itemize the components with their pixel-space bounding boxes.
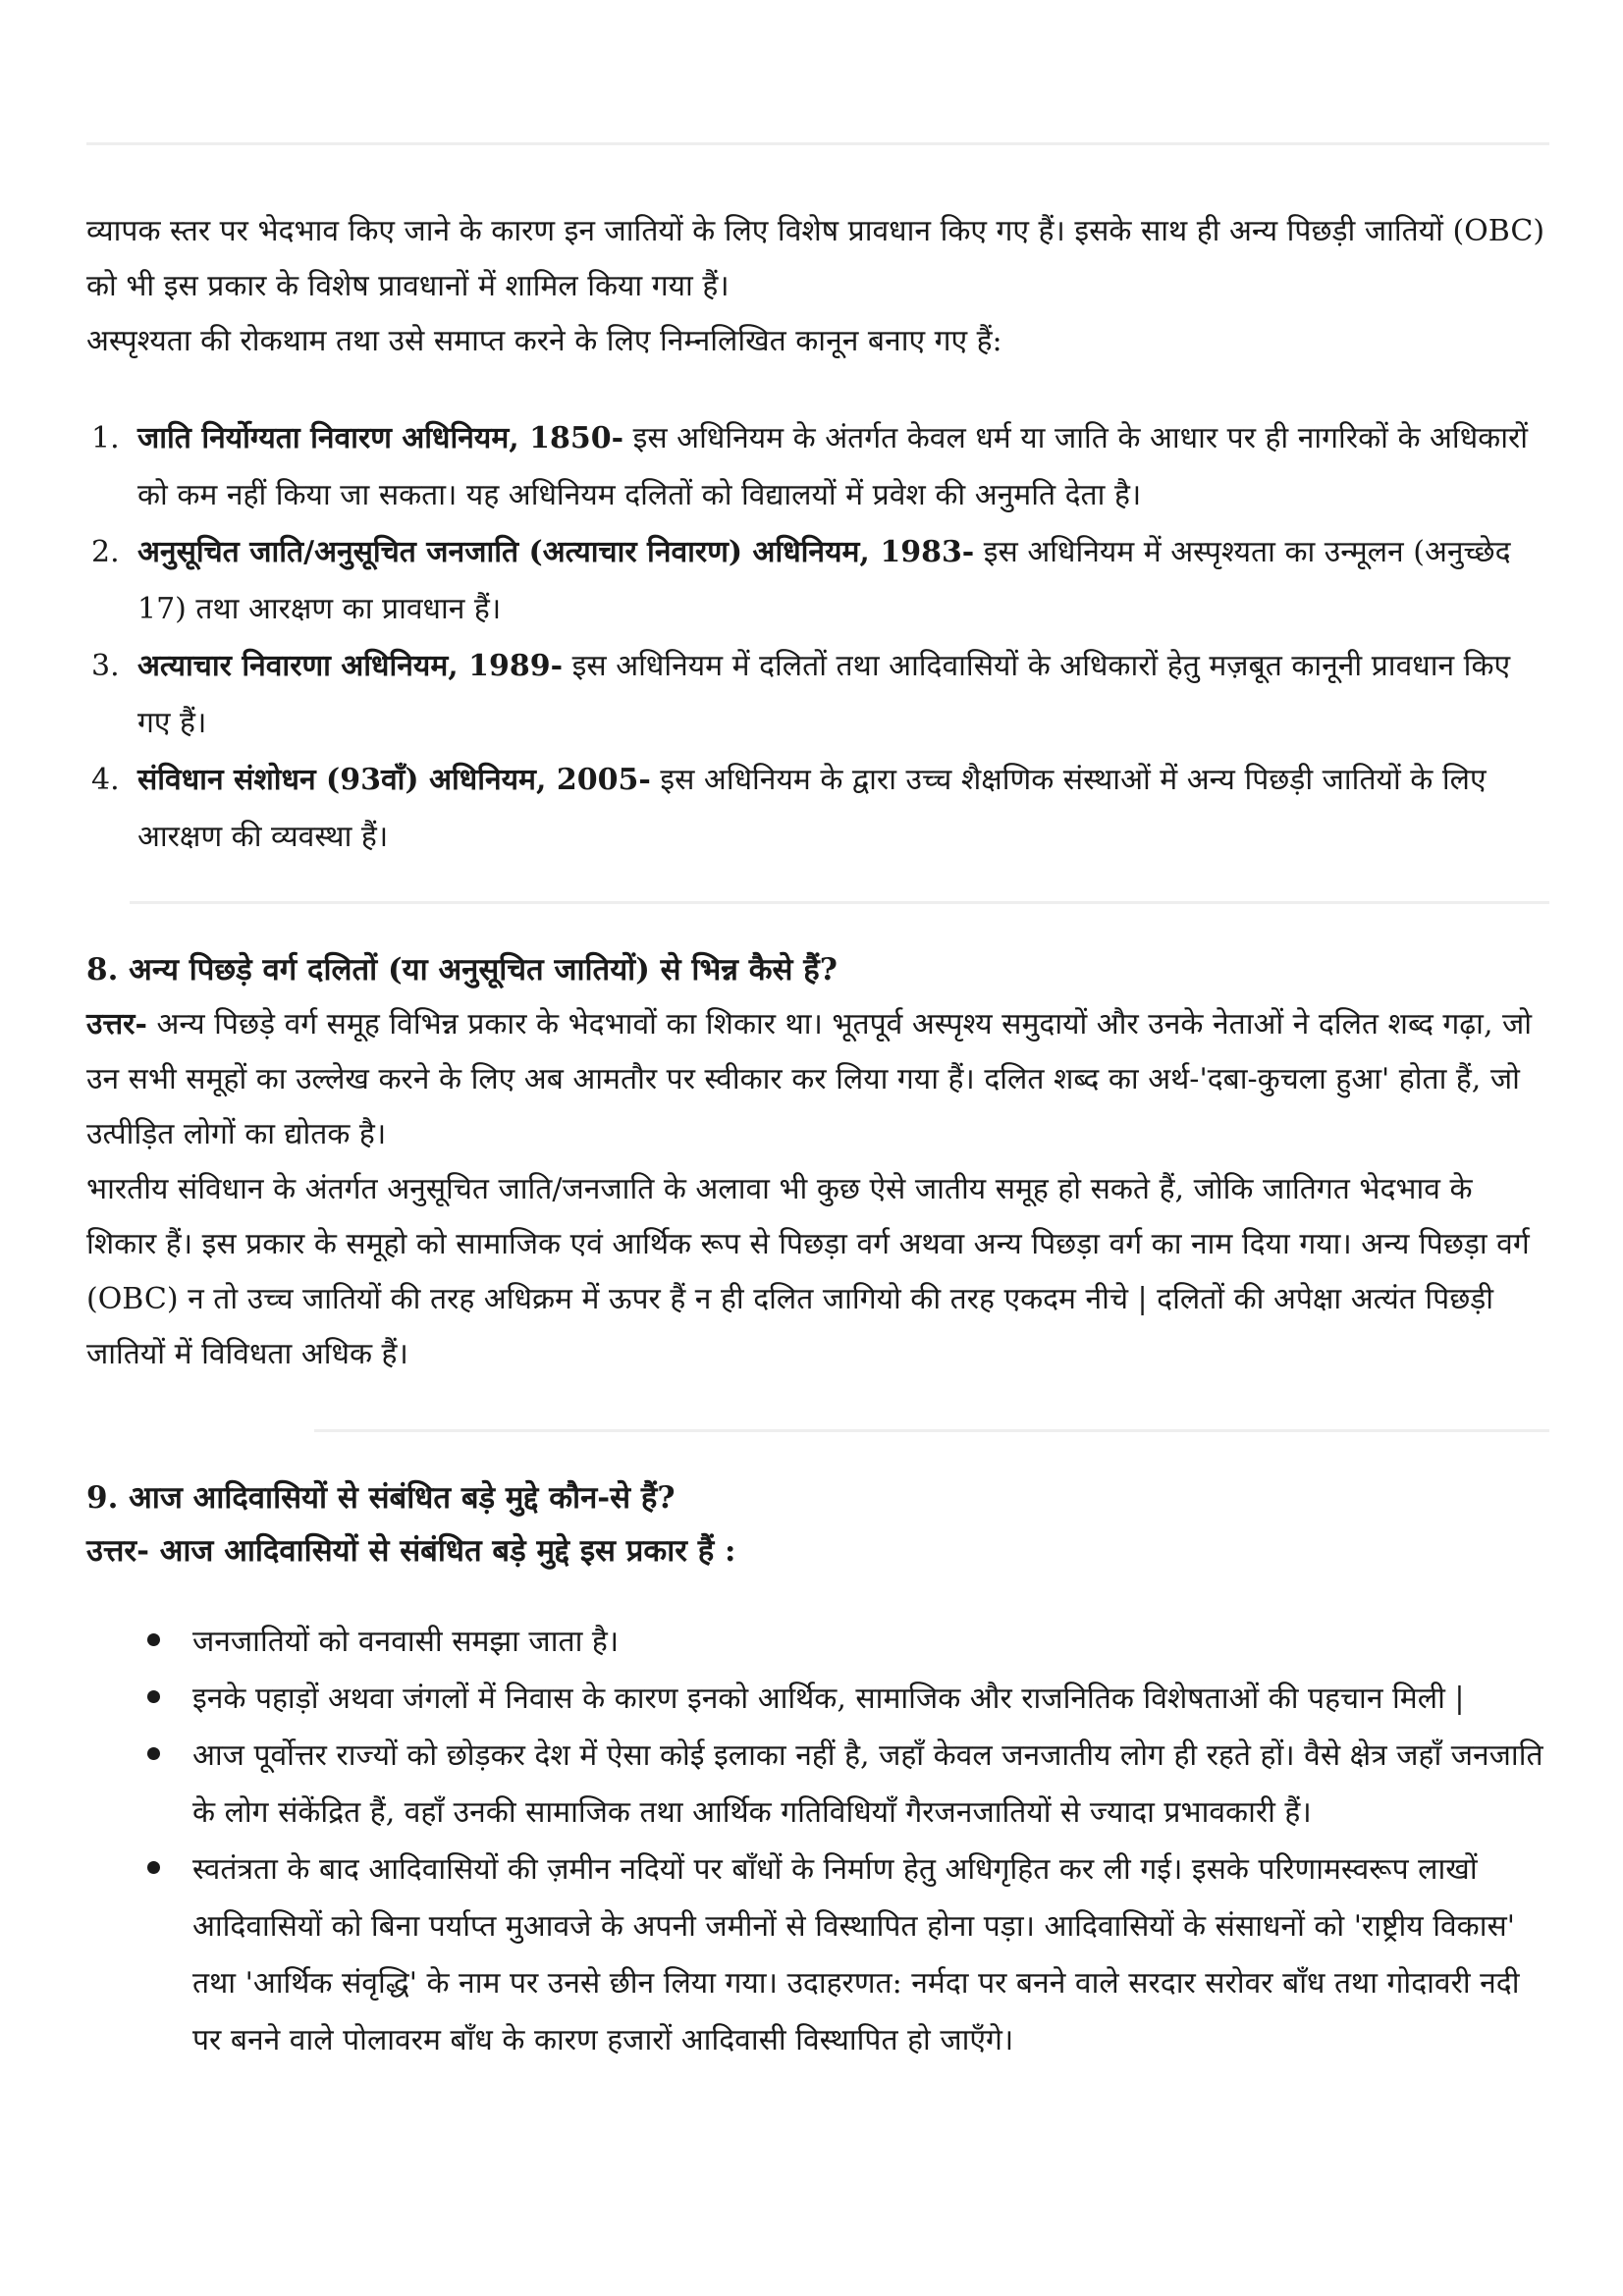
law-title: अत्याचार निवारणा अधिनियम, 1989- [137, 649, 564, 683]
question-9-heading: 9. आज आदिवासियों से संबंधित बड़े मुद्दे कौन-से हैं? [86, 1480, 676, 1516]
list-number: 2. [91, 535, 120, 569]
law-title: जाति निर्योग्यता निवारण अधिनियम, 1850- [137, 421, 624, 455]
law-text: इस अधिनियम के द्वारा उच्च शैक्षणिक संस्थाओं में अन्य पिछड़ी जातियों के लिए आरक्षण की व्यवस्था हैं। [137, 763, 1487, 854]
bullet-icon [147, 1747, 160, 1760]
list-item [147, 1671, 1551, 1728]
answer-label: उत्तर- [86, 1007, 147, 1041]
list-item [86, 752, 1551, 866]
list-item [86, 410, 1551, 524]
answer-9-lead: उत्तर- आज आदिवासियों से संबंधित बड़े मुद्दे इस प्रकार हैं : [86, 1533, 736, 1569]
section-divider [314, 1429, 1549, 1432]
list-item [86, 638, 1551, 752]
intro-paragraph [86, 204, 1551, 369]
bullet-icon [147, 1690, 160, 1703]
issues-list [147, 1614, 1551, 2069]
bullet-icon [147, 1633, 160, 1646]
bullet-text: आज पूर्वोत्तर राज्यों को छोड़कर देश में ऐसा कोई इलाका नहीं है, जहाँ केवल जनजातीय लोग ही रहते हों। वैसे क्षेत्र जहाँ जनजाति के लोग संकेंद्रित हैं, वहाँ उनकी सामाजिक तथा आर्थिक गतिविधियाँ गैरजनजातियों से ज्यादा प्रभावकारी हैं। [192, 1738, 1543, 1830]
answer-8-paragraph [86, 997, 1551, 1162]
list-number: 1. [91, 421, 120, 455]
law-text: इस अधिनियम में दलितों तथा आदिवासियों के अधिकारों हेतु मज़बूत कानूनी प्रावधान किए गए हैं। [137, 649, 1511, 740]
top-divider [86, 142, 1549, 145]
laws-list [86, 410, 1551, 866]
section-divider [130, 901, 1549, 904]
bullet-text: इनके पहाड़ों अथवा जंगलों में निवास के कारण इनको आर्थिक, सामाजिक और राजनितिक विशेषताओं की पहचान मिली | [192, 1682, 1465, 1716]
list-item [147, 1728, 1551, 1842]
law-text: इस अधिनियम के अंतर्गत केवल धर्म या जाति के आधार पर ही नागरिकों के अधिकारों को कम नहीं किया जा सकता। यह अधिनियम दलितों को विद्यालयों में प्रवेश की अनुमति देता है। [137, 421, 1529, 512]
bullet-text: जनजातियों को वनवासी समझा जाता है। [192, 1625, 620, 1659]
question-8-heading: 8. अन्य पिछड़े वर्ग दलितों (या अनुसूचित जातियों) से भिन्न कैसे हैं? [86, 952, 838, 988]
bullet-icon [147, 1861, 160, 1874]
list-number: 4. [91, 763, 120, 797]
answer-8-text: अन्य पिछड़े वर्ग समूह विभिन्न प्रकार के भेदभावों का शिकार था। भूतपूर्व अस्पृश्य समुदायों और उनके नेताओं ने दलित शब्द गढ़ा, जो उन सभी समूहों का उल्लेख करने के लिए अब आमतौर पर स्वीकार कर लिया गया हैं। दलित शब्द का अर्थ-'दबा-कुचला हुआ' होता हैं, जो उत्पीड़ित लोगों का द्योतक है। [86, 1007, 1533, 1151]
list-item [147, 1842, 1551, 2069]
law-title: संविधान संशोधन (93वाँ) अधिनियम, 2005- [137, 763, 651, 797]
intro-lead-text: अस्पृश्यता की रोकथाम तथा उसे समाप्त करने के लिए निम्नलिखित कानून बनाए गए हैं: [86, 324, 1002, 358]
list-item [86, 524, 1551, 638]
law-title: अनुसूचित जाति/अनुसूचित जनजाति (अत्याचार निवारण) अधिनियम, 1983- [137, 535, 975, 569]
bullet-text: स्वतंत्रता के बाद आदिवासियों की ज़मीन नदियों पर बाँधों के निर्माण हेतु अधिगृहित कर ली गई। इसके परिणामस्वरूप लाखों आदिवासियों को बिना पर्याप्त मुआवजे के अपनी जमीनों से विस्थापित होना पड़ा। आदिवासियों के संसाधनों को 'राष्ट्रीय विकास' तथा 'आर्थिक संवृद्धि' के नाम पर उनसे छीन लिया गया। उदाहरणत: नर्मदा पर बनने वाले सरदार सरोवर बाँध तथा गोदावरी नदी पर बनने वाले पोलावरम बाँध के कारण हजारों आदिवासी विस्थापित हो जाएँगे। [192, 1852, 1520, 2057]
list-item [147, 1614, 1551, 1671]
answer-8-paragraph-2: भारतीय संविधान के अंतर्गत अनुसूचित जाति/जनजाति के अलावा भी कुछ ऐसे जातीय समूह हो सकते हैं, जोकि जातिगत भेदभाव के शिकार हैं। इस प्रकार के समूहो को सामाजिक एवं आर्थिक रूप से पिछड़ा वर्ग अथवा अन्य पिछड़ा वर्ग का नाम दिया गया। अन्य पिछड़ा वर्ग (OBC) न तो उच्च जातियों की तरह अधिक्रम में ऊपर हैं न ही दलित जागियो की तरह एकदम नीचे | दलितों की अपेक्षा अत्यंत पिछड़ी जातियों में विविधता अधिक हैं। [86, 1172, 1530, 1371]
list-number: 3. [91, 649, 120, 683]
law-text: इस अधिनियम में अस्पृश्यता का उन्मूलन (अनुच्छेद 17) तथा आरक्षण का प्रावधान हैं। [137, 535, 1511, 626]
intro-text: व्यापक स्तर पर भेदभाव किए जाने के कारण इन जातियों के लिए विशेष प्रावधान किए गए हैं। इसके साथ ही अन्य पिछड़ी जातियों (OBC) को भी इस प्रकार के विशेष प्रावधानों में शामिल किया गया हैं। [86, 214, 1545, 303]
